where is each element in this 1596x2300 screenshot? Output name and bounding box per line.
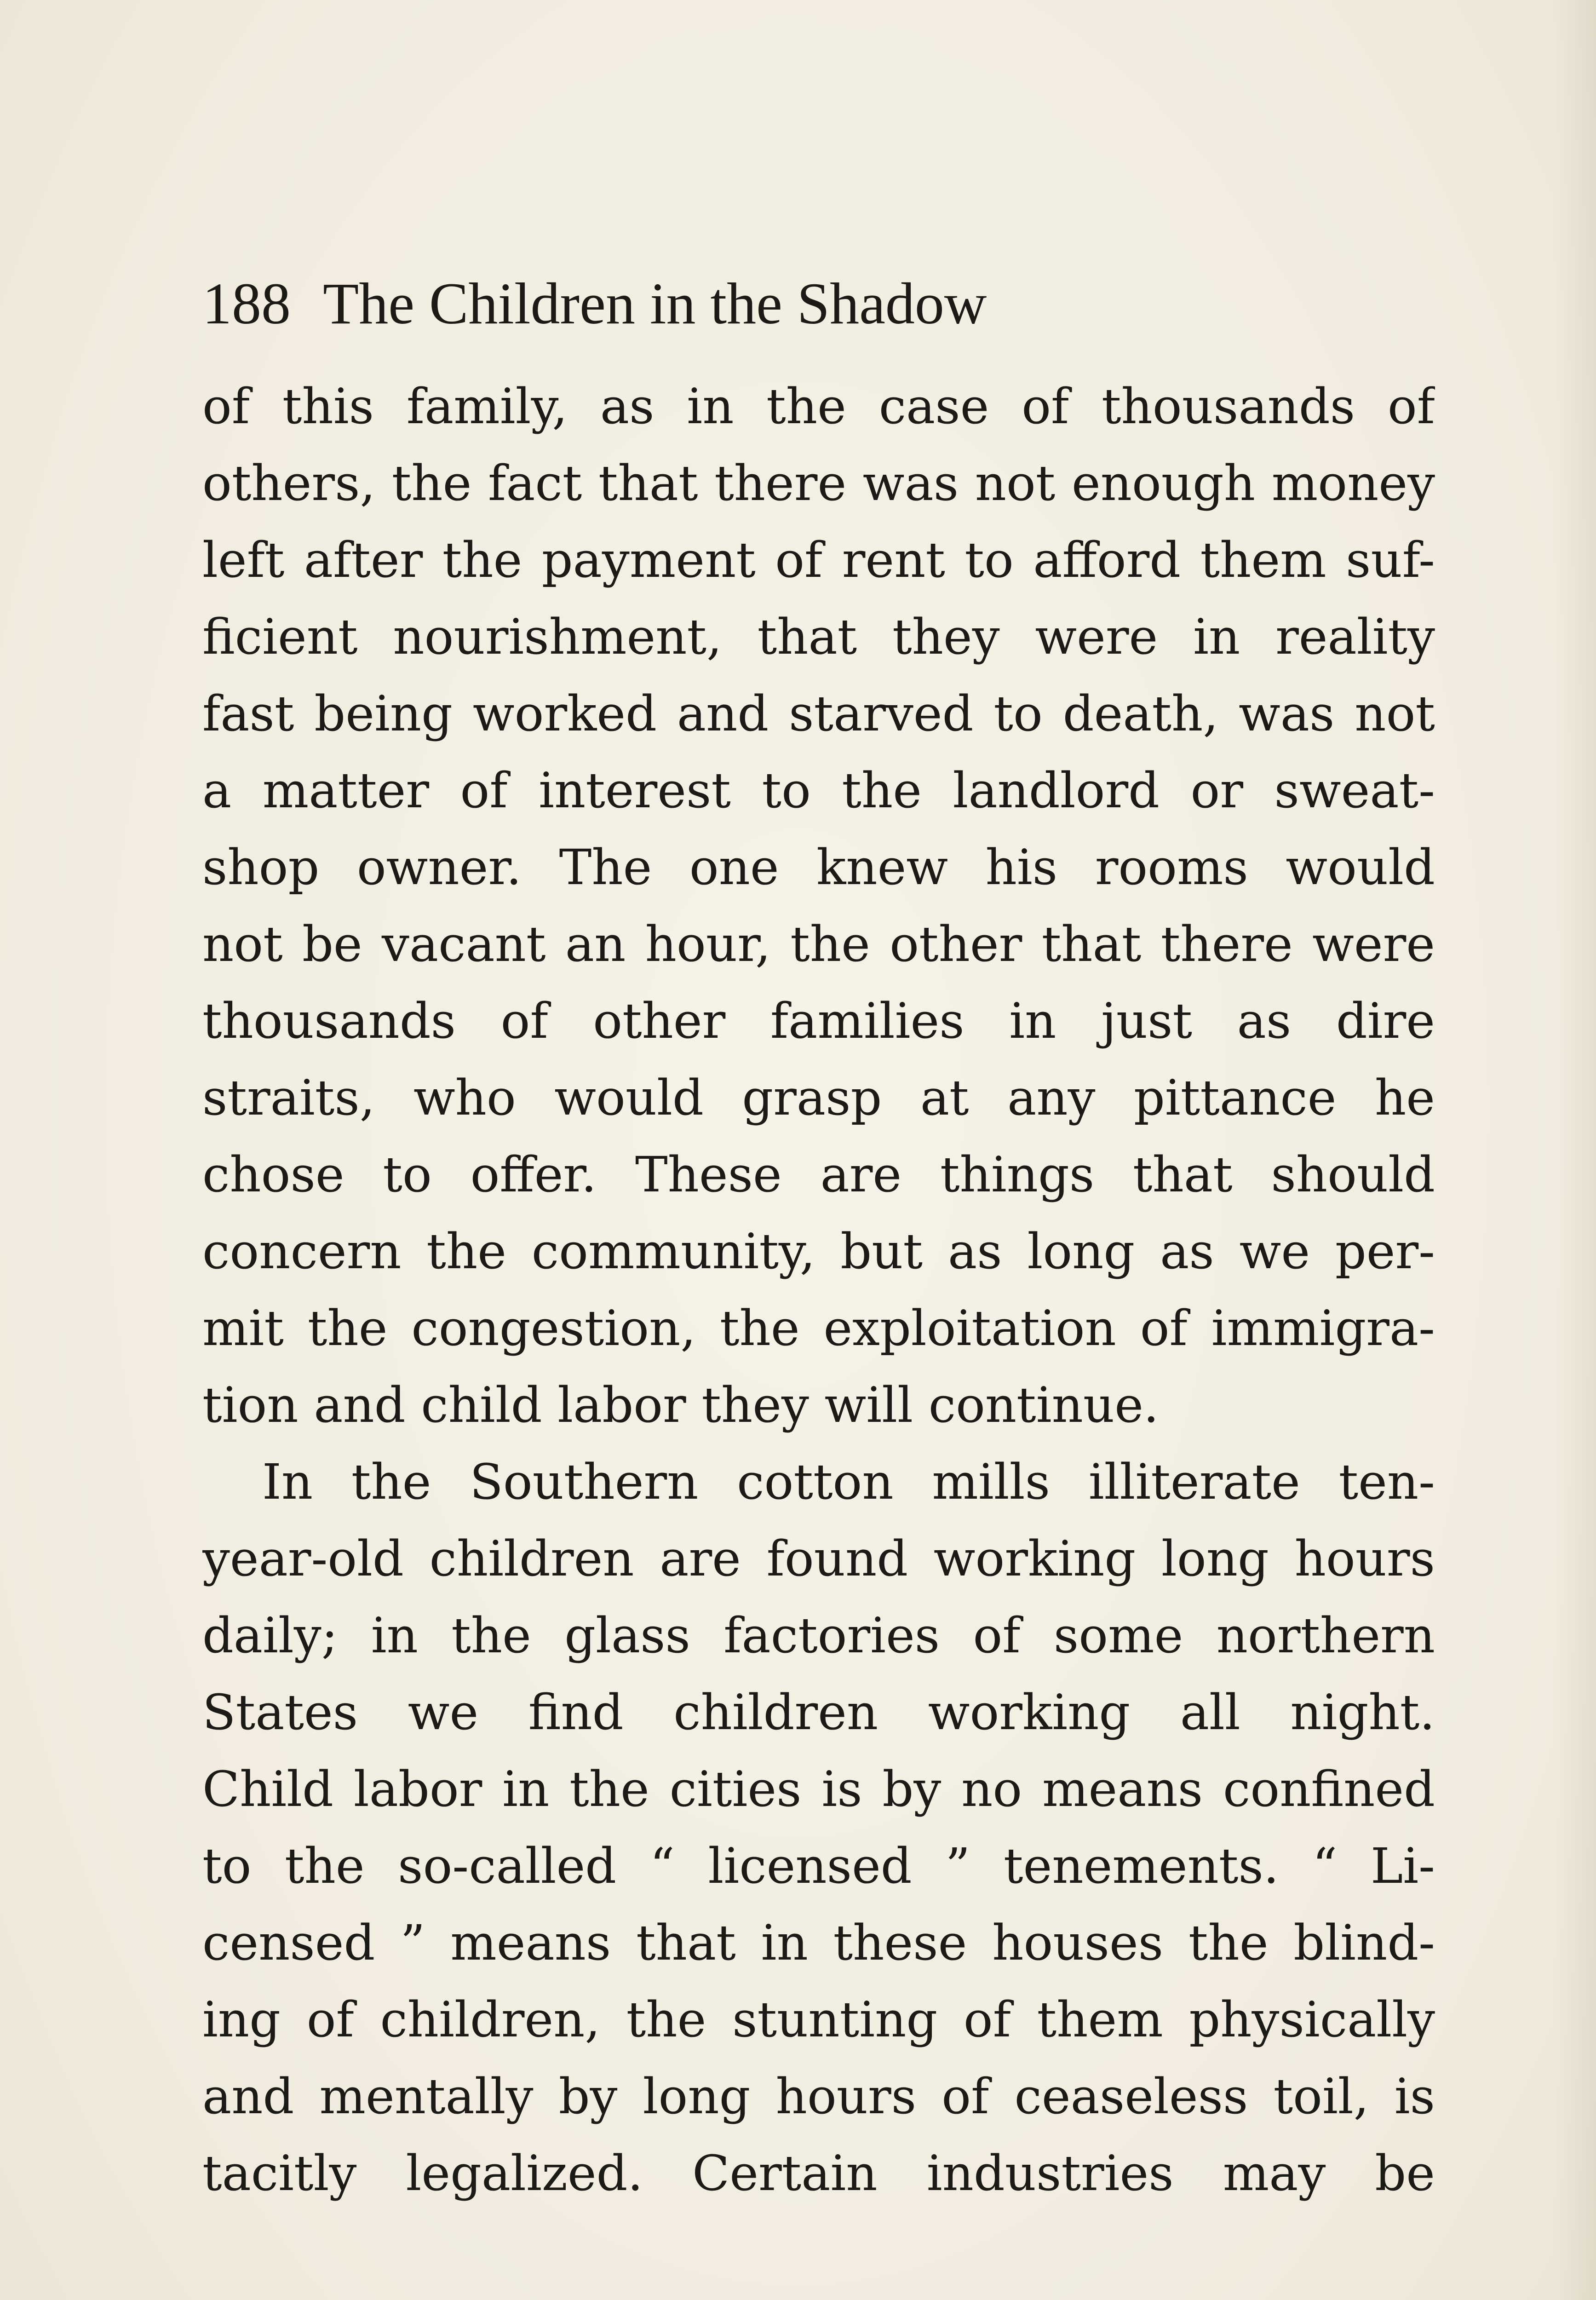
text-line: straits, who would grasp at any pittance he: [202, 1070, 1435, 1126]
text-line: tacitly legalized. Certain industries may be: [202, 2145, 1435, 2202]
text-line: left after the payment of rent to afford them suf-: [202, 532, 1435, 588]
body-text: [202, 368, 1435, 2212]
text-line: of this family, as in the case of thousands of: [202, 378, 1435, 435]
text-line: to the so-called “ licensed ” tenements. “ Li-: [202, 1838, 1435, 1894]
text-line: others, the fact that there was not enough money: [202, 455, 1435, 512]
running-title: The Children in the Shadow: [323, 271, 987, 336]
text-line: a matter of interest to the landlord or sweat-: [202, 762, 1435, 819]
text-line: mit the congestion, the exploitation of immigra-: [202, 1300, 1435, 1357]
text-line: Child labor in the cities is by no means confined: [202, 1761, 1435, 1817]
text-line: shop owner. The one knew his rooms would: [202, 839, 1435, 896]
paragraph-start-line: In the Southern cotton mills illiterate ten-: [262, 1454, 1435, 1510]
text-line: fast being worked and starved to death, was not: [202, 685, 1435, 742]
paragraph-end-line: tion and child labor they will continue.: [202, 1377, 1159, 1433]
text-line: daily; in the glass factories of some northern: [202, 1607, 1435, 1664]
text-line: concern the community, but as long as we per-: [202, 1223, 1435, 1280]
text-line: thousands of other families in just as dire: [202, 993, 1435, 1049]
page-number: 188: [202, 271, 291, 336]
text-line: year-old children are found working long hours: [202, 1530, 1435, 1587]
text-line: not be vacant an hour, the other that there were: [202, 916, 1435, 972]
text-line: censed ” means that in these houses the blind-: [202, 1915, 1435, 1971]
text-line: States we find children working all night.: [202, 1684, 1435, 1741]
page-edge-shadow: [1555, 0, 1596, 2300]
text-line: ing of children, the stunting of them physically: [202, 1991, 1435, 2048]
running-head: [202, 258, 1444, 350]
text-line: chose to offer. These are things that should: [202, 1146, 1435, 1203]
text-line: ficient nourishment, that they were in reality: [202, 609, 1435, 665]
text-line: and mentally by long hours of ceaseless toil, is: [202, 2068, 1435, 2125]
